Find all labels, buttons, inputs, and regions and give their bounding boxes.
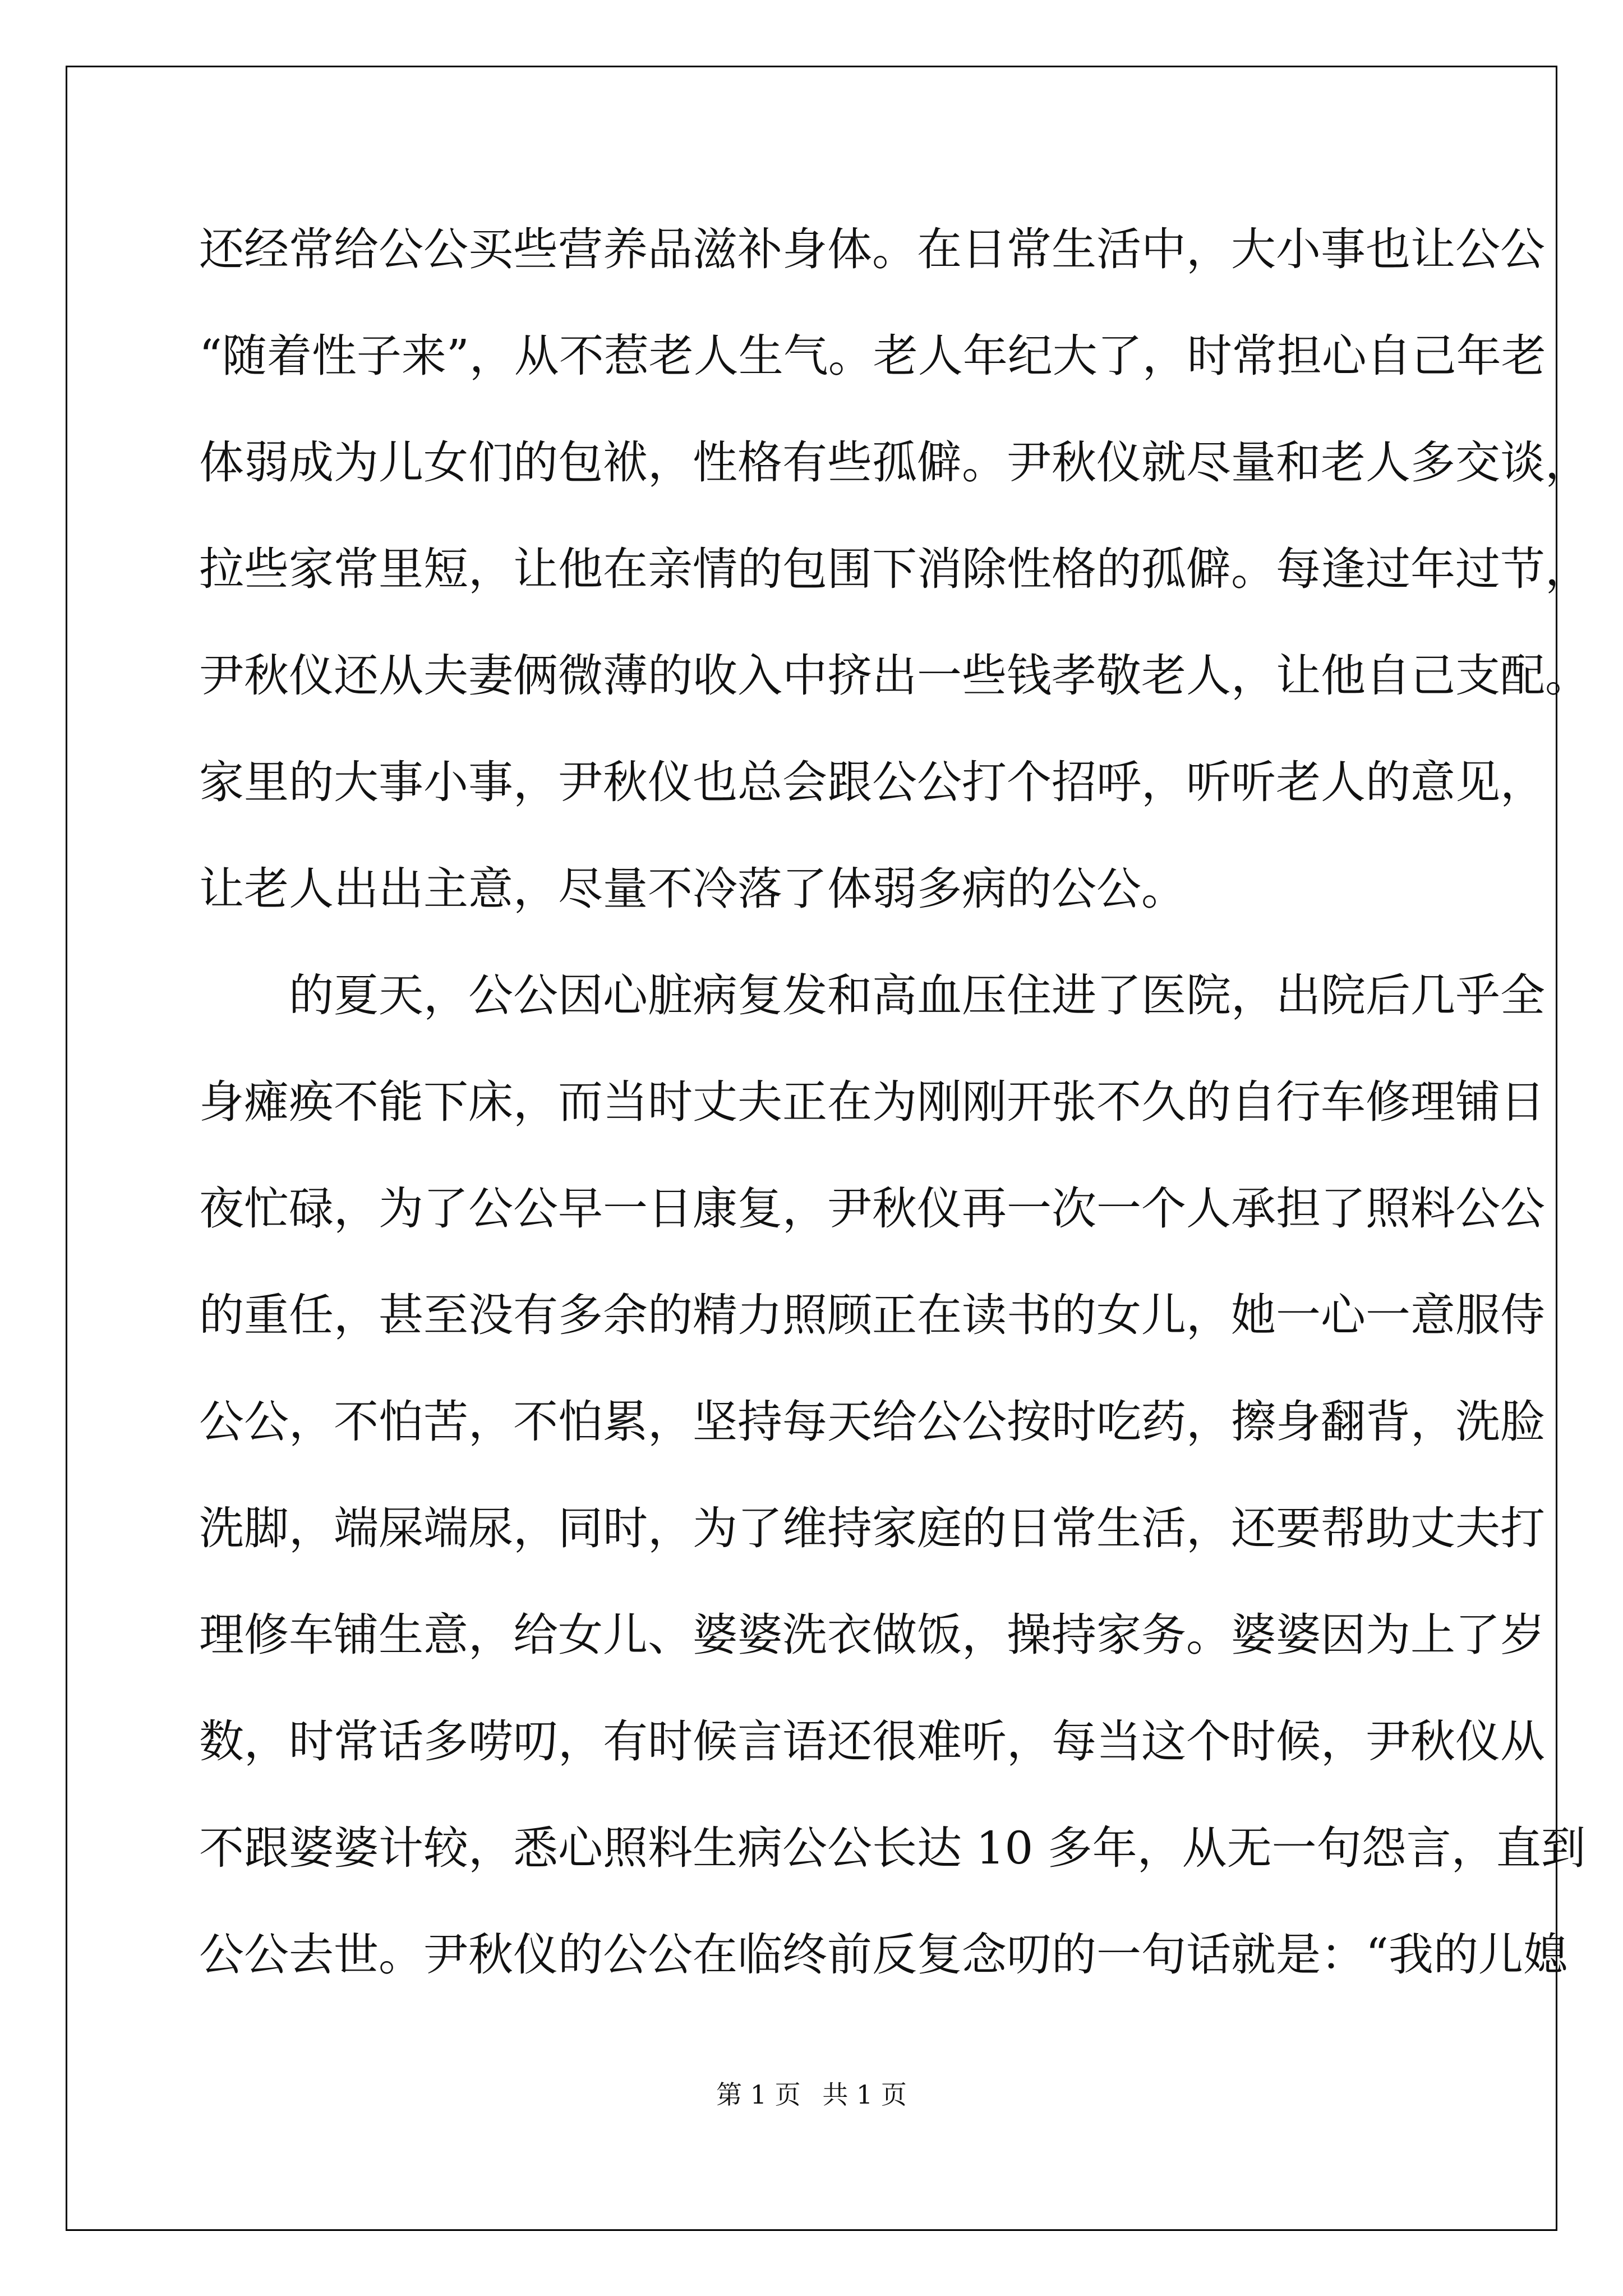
document-body xyxy=(199,196,1590,2008)
text-line: 公公去世。尹秋仪的公公在临终前反复念叨的一句话就是：“我的儿媳 xyxy=(199,1929,1568,1981)
text-line: 身瘫痪不能下床，而当时丈夫正在为刚刚开张不久的自行车修理铺日 xyxy=(199,1076,1545,1128)
page-number: 第 1 页 xyxy=(716,2079,801,2110)
text-line: 还经常给公公买些营养品滋补身体。在日常生活中，大小事也让公公 xyxy=(199,223,1545,275)
page-footer xyxy=(0,2074,1623,2111)
text-line: 夜忙碌，为了公公早一日康复，尹秋仪再一次一个人承担了照料公公 xyxy=(199,1182,1545,1235)
text-line: 的重任，甚至没有多余的精力照顾正在读书的女儿，她一心一意服侍 xyxy=(199,1289,1545,1341)
text-line: 的夏天，公公因心脏病复发和高血压住进了医院，出院后几乎全 xyxy=(289,969,1545,1022)
text-line: 数，时常话多唠叨，有时候言语还很难听，每当这个时候，尹秋仪从 xyxy=(199,1715,1545,1768)
text-line: 理修车铺生意，给女儿、婆婆洗衣做饭，操持家务。婆婆因为上了岁 xyxy=(199,1609,1545,1661)
text-line: 家里的大事小事，尹秋仪也总会跟公公打个招呼，听听老人的意见， xyxy=(199,756,1545,808)
text-line: 让老人出出主意，尽量不冷落了体弱多病的公公。 xyxy=(199,863,1186,915)
text-line: 拉些家常里短，让他在亲情的包围下消除性格的孤僻。每逢过年过节， xyxy=(199,543,1590,595)
text-line: 公公，不怕苦，不怕累，坚持每天给公公按时吃药，擦身翻背，洗脸 xyxy=(199,1396,1545,1448)
page-total: 共 1 页 xyxy=(822,2079,907,2110)
text-line: 体弱成为儿女们的包袱，性格有些孤僻。尹秋仪就尽量和老人多交谈， xyxy=(199,436,1590,489)
text-line: “随着性子来”，从不惹老人生气。老人年纪大了，时常担心自己年老 xyxy=(199,330,1546,382)
text-line: 不跟婆婆计较，悉心照料生病公公长达 10 多年，从无一句怨言，直到 xyxy=(199,1822,1586,1874)
text-line: 洗脚，端屎端尿，同时，为了维持家庭的日常生活，还要帮助丈夫打 xyxy=(199,1502,1545,1554)
text-line: 尹秋仪还从夫妻俩微薄的收入中挤出一些钱孝敬老人，让他自己支配。 xyxy=(199,650,1590,702)
